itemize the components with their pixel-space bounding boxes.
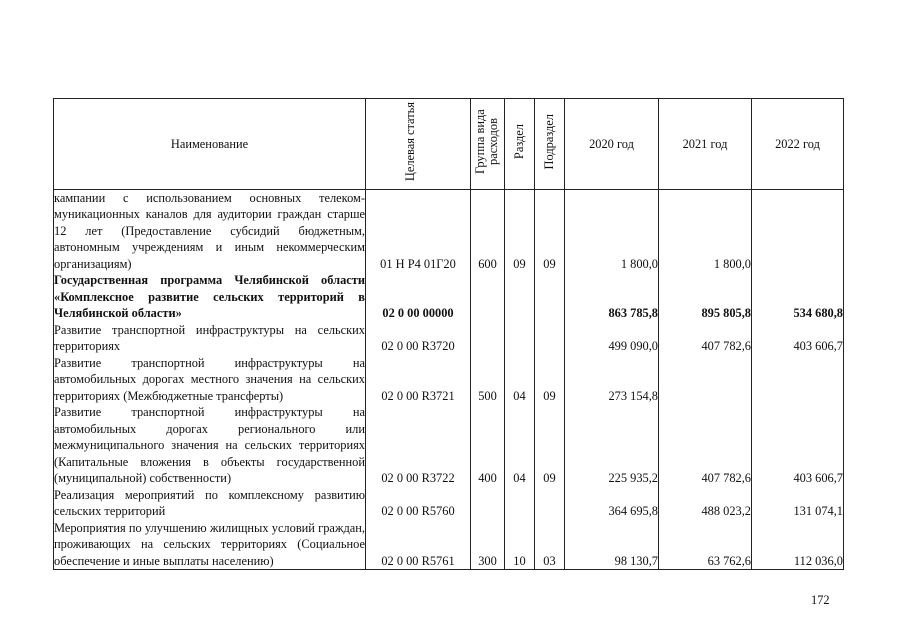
header-article-label: Целевая статья <box>403 101 417 182</box>
table-row <box>54 272 844 322</box>
header-2020: 2020 год <box>565 99 659 190</box>
table-row <box>54 404 844 487</box>
table-row <box>54 189 844 272</box>
row-value-2022: 112 036,0 <box>752 520 844 570</box>
row-name: Развитие транспортной инфраструктуры на сельских территориях <box>54 322 365 353</box>
row-section: 04 <box>505 355 535 405</box>
row-section: 10 <box>505 520 535 570</box>
row-value-2022: 534 680,8 <box>752 272 844 322</box>
row-expense-group <box>471 272 505 322</box>
table-row <box>54 487 844 520</box>
row-section <box>505 487 535 520</box>
row-value-2022: 131 074,1 <box>752 487 844 520</box>
page-number: 172 <box>811 593 830 607</box>
row-expense-group <box>471 487 505 520</box>
table-body <box>54 189 844 570</box>
row-section <box>505 322 535 355</box>
header-section-label: Раздел <box>512 123 526 160</box>
row-article: 02 0 00 R5760 <box>366 487 471 520</box>
row-value-2020: 499 090,0 <box>565 322 659 355</box>
row-value-2021: 407 782,6 <box>659 404 752 487</box>
row-value-2020: 364 695,8 <box>565 487 659 520</box>
row-expense-group: 300 <box>471 520 505 570</box>
row-article: 02 0 00 R5761 <box>366 520 471 570</box>
row-article: 02 0 00 R3721 <box>366 355 471 405</box>
row-subsection <box>535 322 565 355</box>
row-value-2022: 403 606,7 <box>752 322 844 355</box>
row-value-2022 <box>752 355 844 405</box>
row-value-2021 <box>659 355 752 405</box>
row-value-2021: 488 023,2 <box>659 487 752 520</box>
row-article: 01 Н Р4 01Г20 <box>366 189 471 272</box>
header-section <box>505 99 535 190</box>
header-2021: 2021 год <box>659 99 752 190</box>
header-expense-group <box>471 99 505 190</box>
row-value-2020: 98 130,7 <box>565 520 659 570</box>
table-row <box>54 355 844 405</box>
row-value-2021: 63 762,6 <box>659 520 752 570</box>
header-expense-group-label: Группа вида расходов <box>472 109 500 174</box>
row-section: 04 <box>505 404 535 487</box>
row-expense-group: 500 <box>471 355 505 405</box>
row-name: Реализация мероприятий по комплексному развитию сельских территорий <box>54 487 365 518</box>
row-name: кампании с использованием основных телеком-муникационных каналов для аудитории граждан старше 12 лет (Предоставление субсидий бюджетным, автономным учреждениям и иным некоммерческим организациям) <box>54 190 365 271</box>
row-value-2021: 895 805,8 <box>659 272 752 322</box>
row-expense-group <box>471 322 505 355</box>
row-value-2021: 407 782,6 <box>659 322 752 355</box>
header-name: Наименование <box>54 99 366 190</box>
row-name: Государственная программа Челябинской области «Комплексное развитие сельских территорий в Челябинской области» <box>54 273 365 320</box>
row-section: 09 <box>505 189 535 272</box>
row-value-2021: 1 800,0 <box>659 189 752 272</box>
row-section <box>505 272 535 322</box>
row-value-2020: 863 785,8 <box>565 272 659 322</box>
row-name: Развитие транспортной инфраструктуры на автомобильных дорогах регионального или межмуниципального значения на сельских территориях (Капитальные вложения в объекты государственной (муниципальной) собственности) <box>54 405 365 485</box>
table-row <box>54 520 844 570</box>
row-value-2022 <box>752 189 844 272</box>
table-header-row <box>54 99 844 190</box>
row-article: 02 0 00 00000 <box>366 272 471 322</box>
row-article: 02 0 00 R3722 <box>366 404 471 487</box>
row-value-2020: 225 935,2 <box>565 404 659 487</box>
table-row <box>54 322 844 355</box>
row-subsection: 09 <box>535 189 565 272</box>
row-subsection: 03 <box>535 520 565 570</box>
row-subsection: 09 <box>535 404 565 487</box>
header-subsection-label: Подраздел <box>542 113 556 170</box>
row-value-2020: 273 154,8 <box>565 355 659 405</box>
row-value-2022: 403 606,7 <box>752 404 844 487</box>
row-name: Мероприятия по улучшению жилищных условий граждан, проживающих на сельских территориях (Социальное обеспечение и иные выплаты населению) <box>54 520 365 568</box>
row-subsection: 09 <box>535 355 565 405</box>
header-subsection <box>535 99 565 190</box>
budget-table <box>53 98 844 570</box>
row-value-2020: 1 800,0 <box>565 189 659 272</box>
row-expense-group: 600 <box>471 189 505 272</box>
row-subsection <box>535 487 565 520</box>
row-expense-group: 400 <box>471 404 505 487</box>
header-2022: 2022 год <box>752 99 844 190</box>
row-subsection <box>535 272 565 322</box>
row-name: Развитие транспортной инфраструктуры на автомобильных дорогах местного значения на сельских территориях (Межбюджетные трансферты) <box>54 355 365 403</box>
row-article: 02 0 00 R3720 <box>366 322 471 355</box>
header-article <box>366 99 471 190</box>
